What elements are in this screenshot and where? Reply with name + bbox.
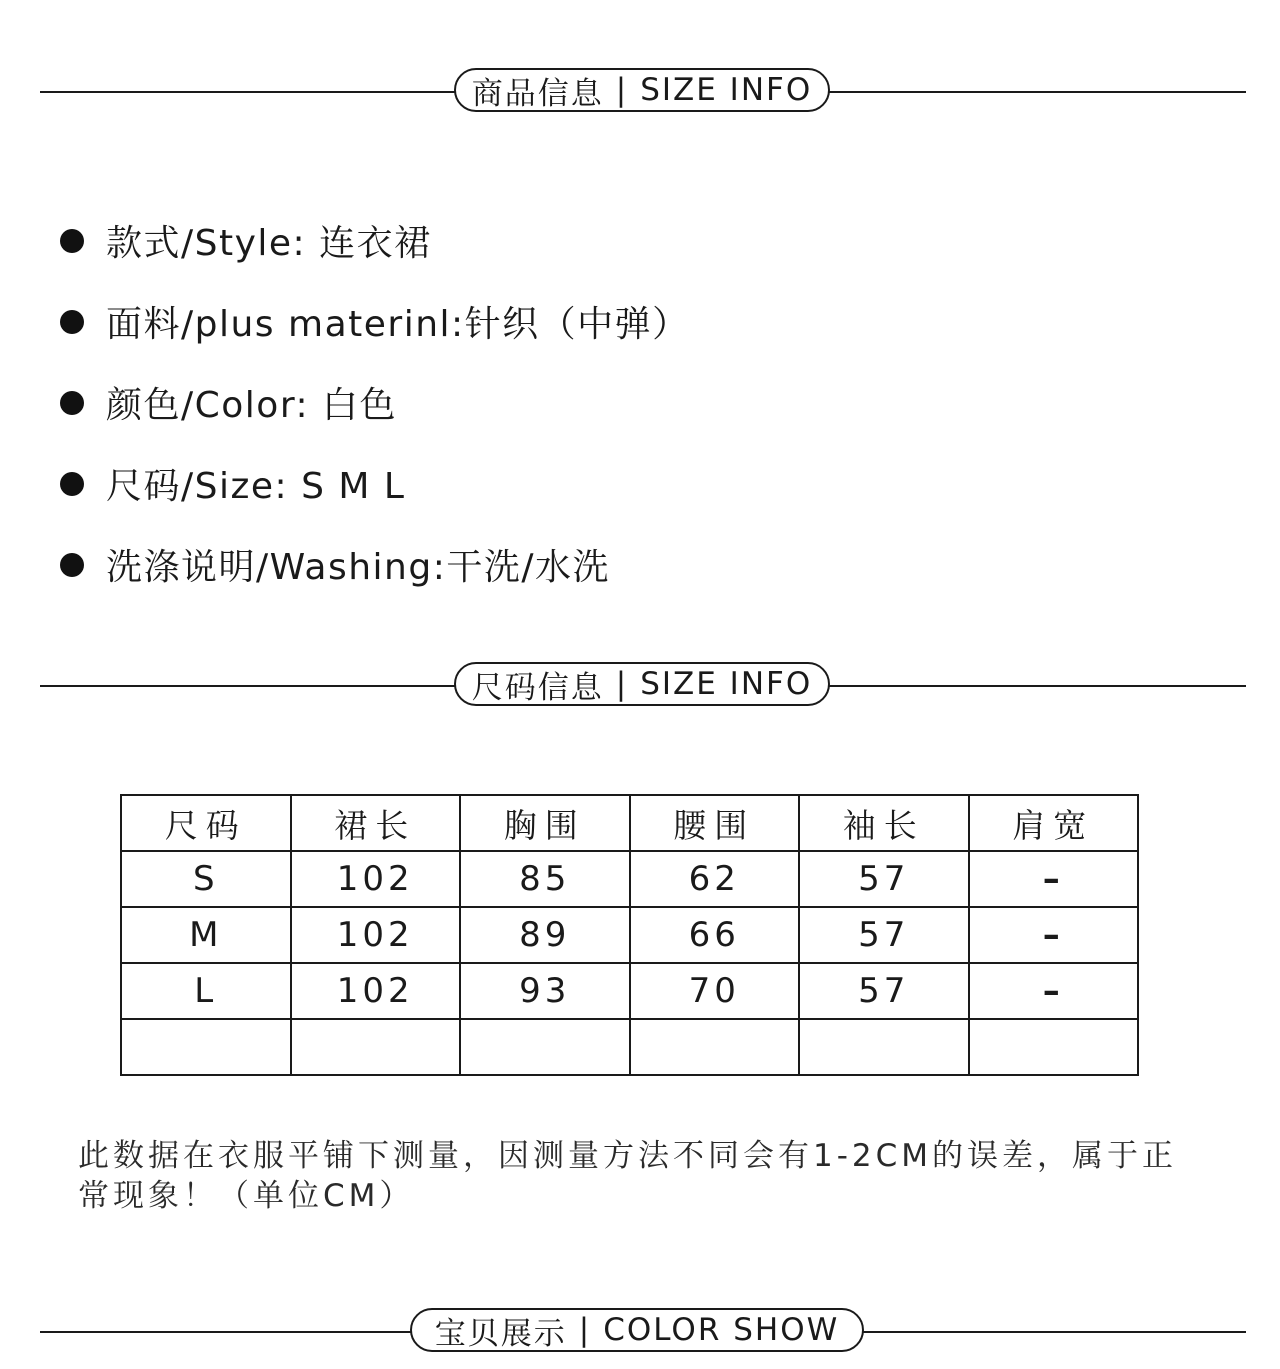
header-cell-size: 尺码 (121, 795, 291, 851)
table-cell (630, 1019, 800, 1075)
title-separator: | (615, 666, 629, 702)
info-style-text: 款式/Style: 连衣裙 (106, 223, 432, 264)
table-cell (969, 1019, 1139, 1075)
header-cell-length: 裙长 (291, 795, 461, 851)
table-cell: 89 (460, 907, 630, 963)
info-material-text: 面料/plus materinl:针织（中弹） (106, 304, 690, 345)
product-info-header (40, 72, 1246, 112)
bullet-icon (60, 229, 84, 253)
product-info-title (454, 68, 830, 112)
table-header-row (121, 795, 1138, 851)
title-separator: | (615, 72, 629, 108)
header-cell-waist: 腰围 (630, 795, 800, 851)
size-info-title-en: SIZE INFO (640, 666, 813, 702)
table-row (121, 851, 1138, 907)
table-cell: S (121, 851, 291, 907)
size-info-title (454, 662, 830, 706)
table-cell (291, 1019, 461, 1075)
header-cell-sleeve: 袖长 (799, 795, 969, 851)
table-cell: L (121, 963, 291, 1019)
bullet-icon (60, 472, 84, 496)
info-item-washing (60, 524, 690, 605)
color-show-title-cn: 宝贝展示 (434, 1315, 567, 1352)
size-info-title-cn: 尺码信息 (471, 669, 604, 706)
table-cell (460, 1019, 630, 1075)
product-info-list (60, 200, 690, 605)
info-item-color (60, 362, 690, 443)
bullet-icon (60, 391, 84, 415)
product-info-title-en: SIZE INFO (640, 72, 813, 108)
table-cell: 66 (630, 907, 800, 963)
header-cell-bust: 胸围 (460, 795, 630, 851)
info-item-size (60, 443, 690, 524)
table-cell: 102 (291, 907, 461, 963)
table-cell: – (969, 851, 1139, 907)
table-cell: 102 (291, 963, 461, 1019)
table-cell: 57 (799, 851, 969, 907)
color-show-title (410, 1308, 864, 1352)
size-info-header (40, 666, 1246, 706)
info-washing-text: 洗涤说明/Washing:干洗/水洗 (106, 547, 610, 588)
title-separator: | (578, 1312, 592, 1348)
color-show-title-en: COLOR SHOW (603, 1312, 840, 1348)
table-row-empty (121, 1019, 1138, 1075)
table-cell: – (969, 907, 1139, 963)
color-show-header (40, 1312, 1246, 1352)
info-item-material (60, 281, 690, 362)
info-item-style (60, 200, 690, 281)
table-cell: M (121, 907, 291, 963)
bullet-icon (60, 310, 84, 334)
table-cell: 85 (460, 851, 630, 907)
table-cell: 102 (291, 851, 461, 907)
table-cell: 57 (799, 963, 969, 1019)
table-row (121, 963, 1138, 1019)
header-cell-shoulder: 肩宽 (969, 795, 1139, 851)
info-size-text: 尺码/Size: S M L (106, 466, 406, 507)
table-cell: 93 (460, 963, 630, 1019)
table-cell: 70 (630, 963, 800, 1019)
table-row (121, 907, 1138, 963)
info-color-text: 颜色/Color: 白色 (106, 385, 398, 426)
table-cell: 57 (799, 907, 969, 963)
size-table (120, 794, 1139, 1076)
table-cell (799, 1019, 969, 1075)
bullet-icon (60, 553, 84, 577)
table-cell: 62 (630, 851, 800, 907)
measurement-note: 此数据在衣服平铺下测量，因测量方法不同会有1-2CM的误差，属于正常现象！（单位CM） (78, 1138, 1178, 1214)
product-info-title-cn: 商品信息 (471, 75, 604, 112)
table-cell (121, 1019, 291, 1075)
table-cell: – (969, 963, 1139, 1019)
